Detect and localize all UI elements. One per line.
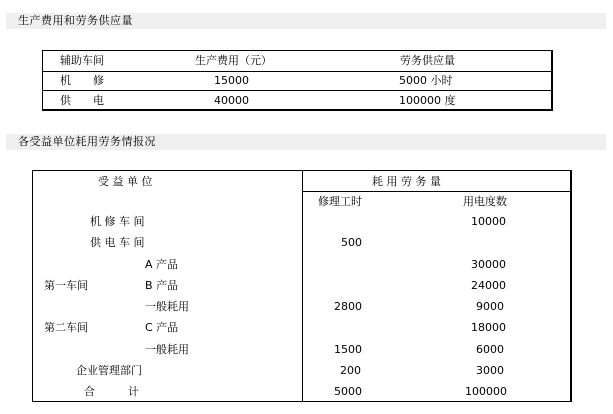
table1-row2-supply: 100000 度 — [399, 94, 456, 107]
table2-row-power: 18000 — [471, 321, 506, 334]
table1-header-divider — [42, 71, 552, 72]
table2-row-item: 一般耗用 — [145, 343, 189, 356]
cost-supply-table — [42, 50, 553, 111]
table1-row1-dept: 机 修 — [60, 74, 104, 87]
table2-row-repair: 200 — [340, 364, 361, 377]
section1-title: 生产费用和劳务供应量 — [18, 14, 133, 27]
table2-total-power: 100000 — [465, 385, 507, 398]
table1-row2-dept: 供 电 — [60, 94, 104, 107]
table1-header-supply: 劳务供应量 — [400, 54, 455, 67]
table2-subheader-divider — [302, 191, 571, 192]
table1-row1-supply: 5000 小时 — [399, 74, 453, 87]
table2-row-power: 24000 — [471, 279, 506, 292]
table1-header-dept: 辅助车间 — [60, 54, 104, 67]
table2-header-beneficiary: 受 益 单 位 — [98, 175, 153, 188]
table2-row-power: 10000 — [471, 215, 506, 228]
table1-row2-cost: 40000 — [214, 94, 249, 107]
table2-row-item: 机 修 车 间 — [90, 215, 145, 228]
table2-row-group: 第二车间 — [44, 321, 88, 334]
table2-row-item: A 产品 — [145, 258, 179, 271]
table2-row-item: 一般耗用 — [145, 300, 189, 313]
table2-header-consumption: 耗 用 劳 务 量 — [372, 175, 441, 188]
table2-row-item: C 产品 — [145, 321, 179, 334]
table2-row-item: 供 电 车 间 — [90, 236, 145, 249]
table2-header-power-kwh: 用电度数 — [463, 195, 507, 208]
table1-row-divider — [42, 90, 552, 91]
table1-header-cost: 生产费用（元） — [195, 54, 272, 67]
table2-row-power: 6000 — [476, 343, 504, 356]
table2-row-item: 企业管理部门 — [76, 364, 142, 377]
table2-row-repair: 1500 — [334, 343, 362, 356]
table2-row-power: 9000 — [476, 300, 504, 313]
table2-row-item: B 产品 — [145, 279, 179, 292]
table2-row-power: 3000 — [476, 364, 504, 377]
table2-column-divider — [302, 170, 303, 402]
table2-row-repair: 500 — [341, 236, 362, 249]
table2-header-repair-hours: 修理工时 — [318, 195, 362, 208]
table2-total-repair: 5000 — [334, 385, 362, 398]
table2-row-group: 第一车间 — [44, 279, 88, 292]
section2-title: 各受益单位耗用劳务情报况 — [18, 135, 156, 148]
table2-total-label: 合 计 — [84, 385, 139, 398]
table2-row-power: 30000 — [471, 258, 506, 271]
table2-row-repair: 2800 — [334, 300, 362, 313]
table1-row1-cost: 15000 — [214, 74, 249, 87]
